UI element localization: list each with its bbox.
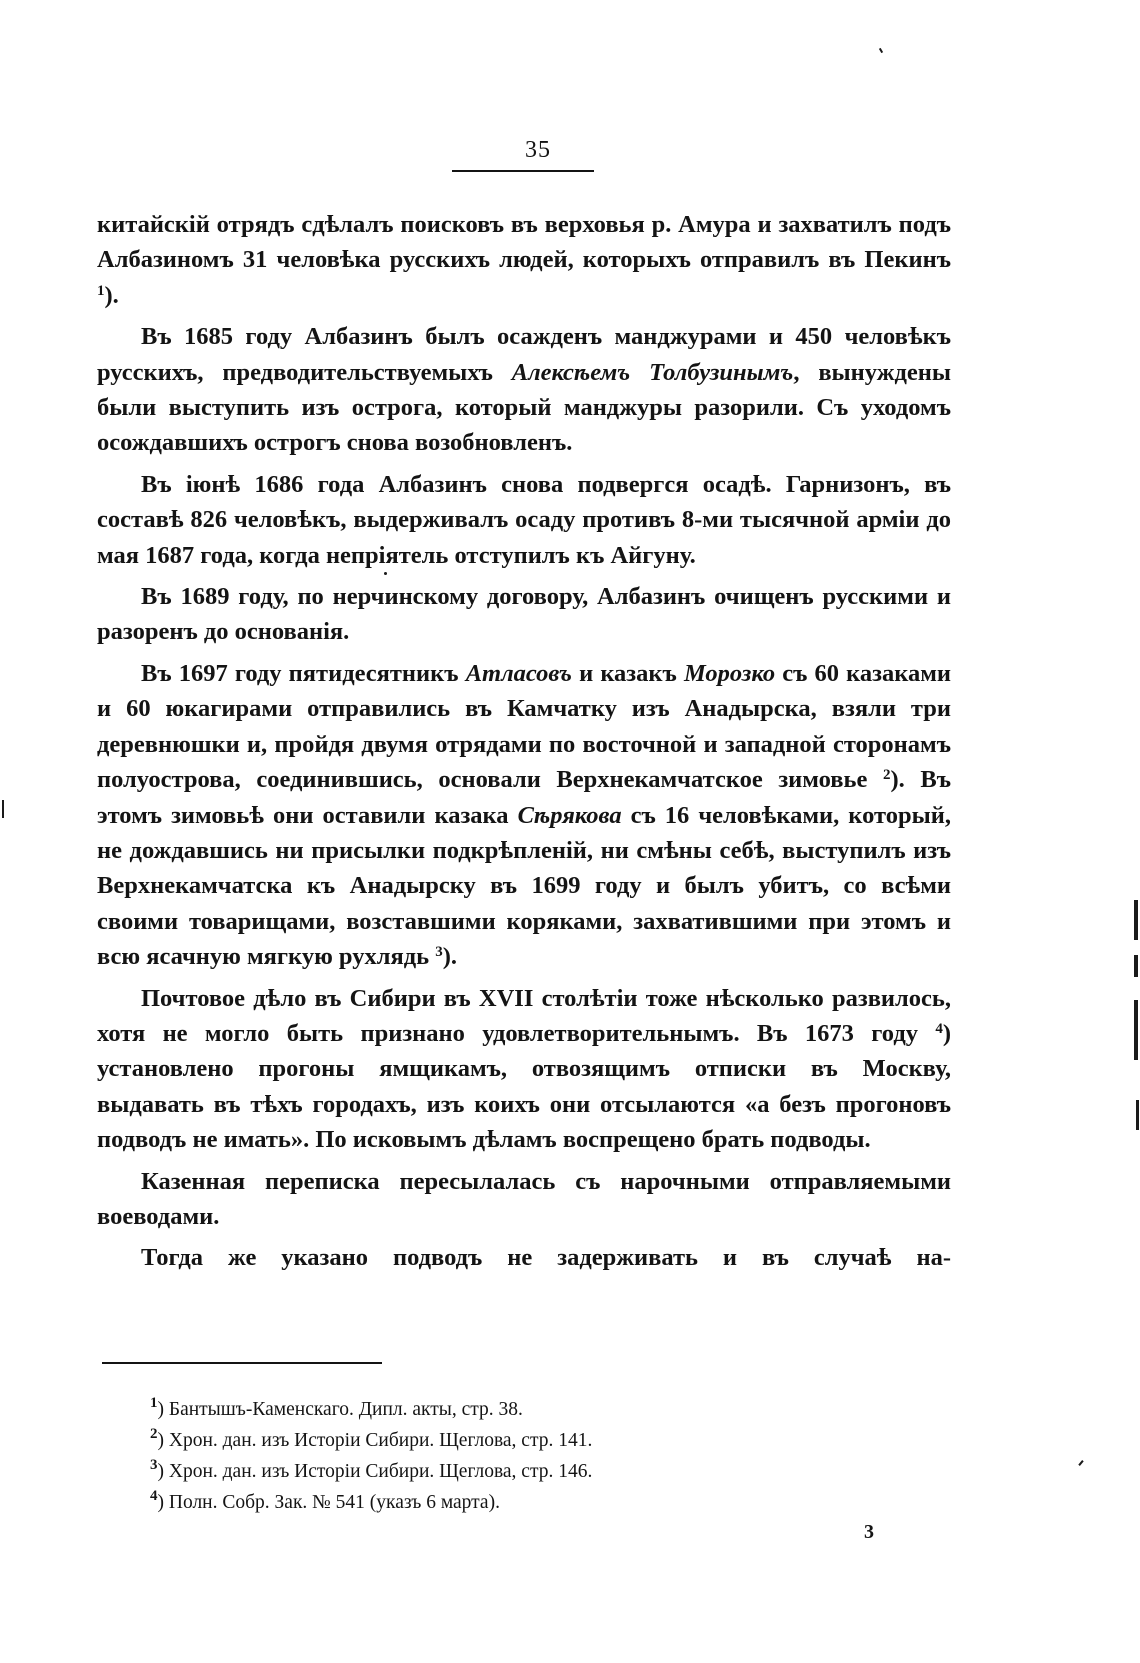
footnote-text: ) Хрон. дан. изъ Исторіи Сибири. Щеглова, стр. 141. — [157, 1430, 593, 1451]
text-run: ) установлено прогоны ямщикамъ, отвозящимъ отписки въ Москву, выдавать въ тѣхъ городахъ, изъ коихъ они отсылаются «а безъ прогоновъ подводъ не имать». По исковымъ дѣламъ воспрещено брать подводы. — [97, 1019, 951, 1154]
paragraph — [97, 1240, 951, 1275]
text-run: Въ 1685 году Албазинъ былъ осажденъ манджурами и 450 человѣкъ русскихъ, предводительствуемыхъ — [97, 323, 951, 386]
paragraph — [97, 319, 951, 461]
footnote-ref: 1 — [97, 282, 105, 299]
scan-speck — [879, 48, 883, 53]
text-run: и казакъ — [571, 659, 684, 687]
scan-speck — [1136, 1100, 1139, 1130]
text-run: Въ іюнѣ 1686 года Албазинъ снова подвергся осадѣ. Гарнизонъ, въ составѣ 826 человѣкъ, выдерживалъ осаду противъ 8-ми тысячной арміи до мая 1687 года, когда непріятель отступилъ къ Айгуну. — [97, 470, 951, 569]
paragraph — [97, 467, 951, 573]
text-run: Тогда же указано подводъ не задерживать и въ случаѣ на- — [141, 1244, 951, 1272]
footnote-text: ) Бантышъ-Каменскаго. Дипл. акты, стр. 38. — [157, 1399, 523, 1420]
text-run: Почтовое дѣло въ Сибири въ XVII столѣтіи тоже нѣсколько развилось, хотя не могло быть признано удовлетворительнымъ. Въ 1673 году — [97, 984, 951, 1047]
text-run: съ 16 человѣками, который, не дождавшись ни присылки подкрѣпленій, ни смѣны себѣ, выступилъ изъ Верхнекамчатска къ Анадырску въ 1699 году и былъ убитъ, со всѣми своими товарищами, возставшими коряками, захватившими при этомъ и всю ясачную мягкую рухлядь — [97, 801, 951, 971]
text-run: Казенная переписка пересылалась съ нарочными отправляемыми воеводами. — [97, 1167, 951, 1230]
scan-speck — [1134, 955, 1138, 977]
footnote — [150, 1487, 850, 1518]
person-name: Сѣрякова — [517, 801, 622, 829]
footnote-text: ) Полн. Собр. Зак. № 541 (указъ 6 марта). — [157, 1492, 500, 1513]
scan-speck — [2, 800, 4, 818]
text-run: Въ 1689 году, по нерчинскому договору, Албазинъ очищенъ русскими и разоренъ до основанія. — [97, 583, 951, 646]
person-name: Морозко — [683, 659, 776, 687]
text-run: китайскій отрядъ сдѣлалъ поисковъ въ верховья р. Амура и захватилъ подъ Албазиномъ 31 человѣка русскихъ людей, которыхъ отправилъ въ Пекинъ — [97, 211, 951, 274]
paragraph — [97, 981, 951, 1158]
signature-mark: 3 — [864, 1521, 874, 1543]
footnote-ref: 2 — [882, 767, 891, 784]
text-run: ). — [442, 943, 457, 971]
scan-speck — [1134, 1000, 1138, 1060]
text-run: ). — [104, 281, 119, 309]
page-number: 35 — [525, 137, 551, 163]
footnote-ref: 4 — [935, 1020, 943, 1037]
paragraph — [97, 579, 951, 650]
text-run: Въ 1697 году пятидесятникъ — [141, 659, 466, 687]
person-name: Алексѣемъ Толбузинымъ — [511, 358, 794, 386]
footnote-mark: 1 — [150, 1395, 158, 1411]
paragraph — [97, 207, 951, 313]
scan-speck — [1078, 1460, 1083, 1466]
person-name: Атласовъ — [465, 659, 572, 687]
body-text — [97, 207, 951, 1282]
footnote-rule — [102, 1362, 382, 1364]
paragraph — [97, 656, 951, 975]
footnote — [150, 1425, 850, 1456]
footnote-mark: 3 — [150, 1457, 158, 1473]
footnote-text: ) Хрон. дан. изъ Исторіи Сибири. Щеглова, стр. 146. — [157, 1461, 593, 1482]
page-number-rule — [452, 170, 594, 172]
footnote-ref: 3 — [435, 944, 443, 961]
footnote — [150, 1456, 850, 1487]
paragraph — [97, 1164, 951, 1235]
footnote — [150, 1394, 850, 1425]
footnote-mark: 2 — [150, 1426, 158, 1442]
scan-speck — [1134, 900, 1138, 940]
scan-speck — [384, 572, 387, 575]
text-run: ). Въ этомъ зимовьѣ они оставили казака — [97, 766, 951, 829]
text-run: съ 60 казаками и 60 юкагирами отправились въ Камчатку изъ Анадырска, взяли три деревнюшки и, пройдя двумя отрядами по восточной и западной сторонамъ полуострова, соединившись, основали Верхнекамчатское зимовье — [97, 659, 952, 794]
footnotes — [150, 1394, 850, 1518]
text-run: , вынуждены были выступить изъ острога, который манджуры разорили. Съ уходомъ осождавшихъ острогъ снова возобновленъ. — [97, 358, 951, 457]
footnote-mark: 4 — [150, 1488, 158, 1504]
